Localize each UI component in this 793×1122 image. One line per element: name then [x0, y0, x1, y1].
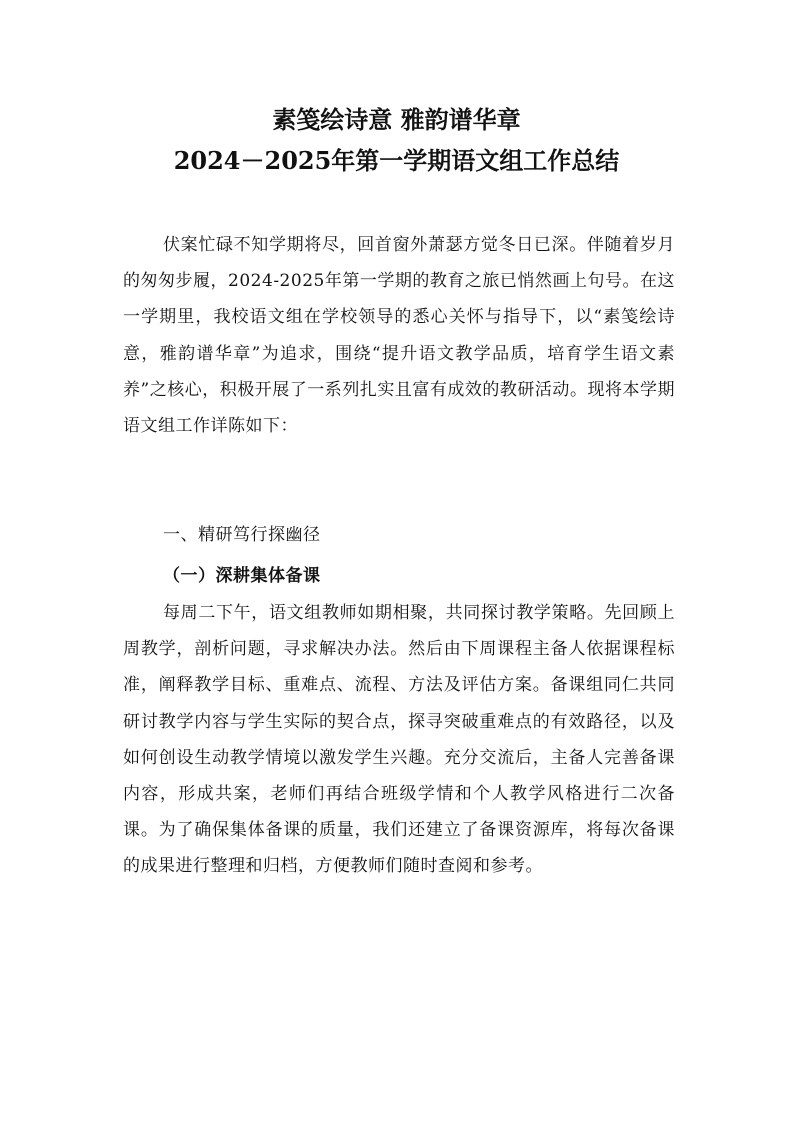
section-heading: 一、精研笃行探幽径: [163, 525, 321, 545]
document-title: 素笺绘诗意 雅韵谱华章: [272, 105, 521, 134]
subsection-heading: （一）深耕集体备课: [163, 566, 321, 586]
document-subtitle: 2024－2025年第一学期语文组工作总结: [173, 146, 620, 175]
intro-paragraph: 伏案忙碌不知学期将尽，回首窗外萧瑟方觉冬日已深。伴随着岁月的匆匆步履，2024-2025年第一学期的教育之旅已悄然画上句号。在这一学期里，我校语文组在学校领导的悉心关怀与指导下，以“素笺绘诗意，雅韵谱华章”为追求，围绕“提升语文教学品质，培育学生语文素养”之核心，积极开展了一系列扎实且富有成效的教研活动。现将本学期语文组工作详陈如下：: [123, 235, 675, 437]
body-paragraph: 每周二下午，语文组教师如期相聚，共同探讨教学策略。先回顾上周教学，剖析问题，寻求解决办法。然后由下周课程主备人依据课程标准，阐释教学目标、重难点、流程、方法及评估方案。备课组同仁共同研讨教学内容与学生实际的契合点，探寻突破重难点的有效路径，以及如何创设生动教学情境以激发学生兴趣。充分交流后，主备人完善备课内容，形成共案，老师们再结合班级学情和个人教学风格进行二次备课。为了确保集体备课的质量，我们还建立了备课资源库，将每次备课的成果进行整理和归档，方便教师们随时查阅和参考。: [123, 603, 675, 877]
